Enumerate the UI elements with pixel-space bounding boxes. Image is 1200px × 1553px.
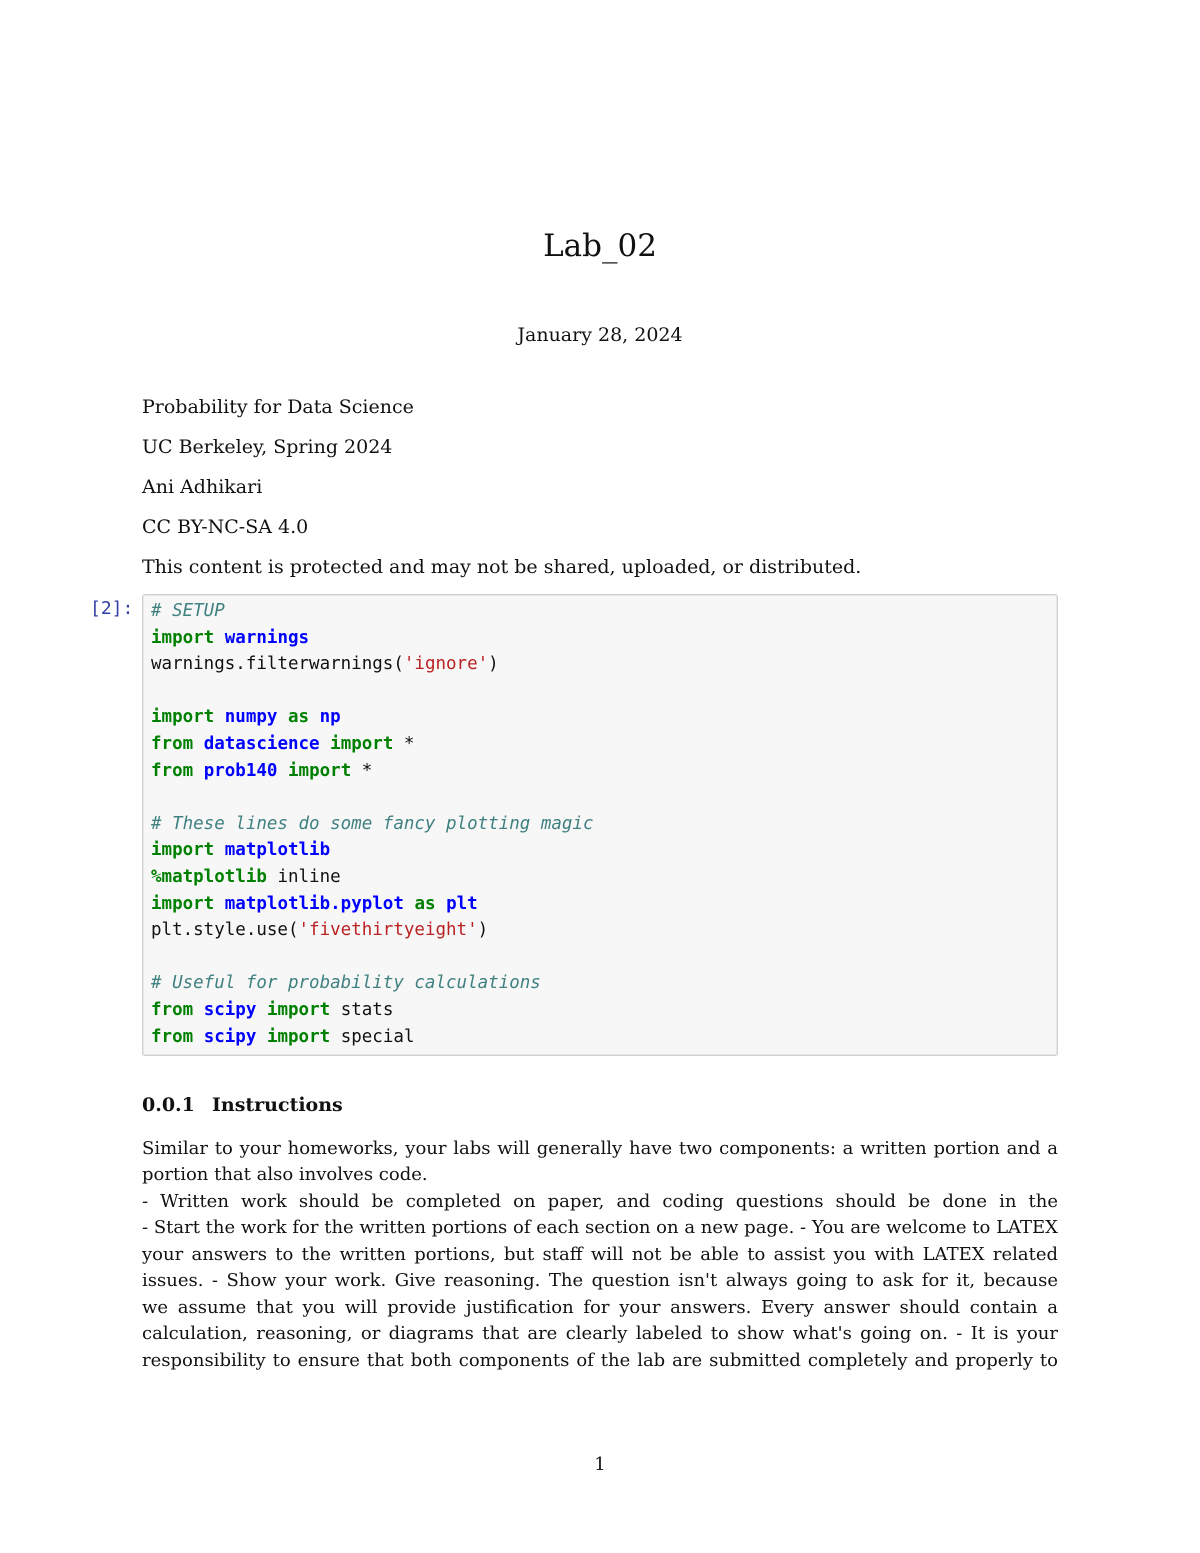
- code-line: [151, 1024, 414, 1050]
- code-token: from: [151, 760, 194, 781]
- code-token: [404, 894, 415, 914]
- code-token: [277, 761, 288, 781]
- code-token: [193, 761, 204, 781]
- paragraph-line: Similar to your homeworks, your labs will generally have two components: a written portion and a: [142, 1138, 1058, 1159]
- cell-prompt: [2]:: [90, 598, 134, 619]
- section-number: 0.0.1: [142, 1094, 195, 1116]
- code-token: import: [151, 627, 215, 648]
- document-title: Lab_02: [543, 228, 657, 264]
- paragraph-line: calculation, reasoning, or diagrams that are clearly labeled to show what's going on. - It is your: [142, 1323, 1058, 1344]
- author: Ani Adhikari: [142, 476, 263, 498]
- code-line: [151, 731, 414, 757]
- code-line: [151, 704, 341, 730]
- section-heading: [142, 1094, 343, 1116]
- code-token: [277, 707, 288, 727]
- code-token: import: [151, 893, 215, 914]
- code-token: [436, 894, 447, 914]
- code-token: [256, 1027, 267, 1047]
- code-token: ): [488, 654, 499, 675]
- code-cell[interactable]: [142, 594, 1058, 1056]
- code-token: # Useful for probability calculations: [151, 973, 541, 994]
- paragraph-line: - Written work should be completed on paper, and coding questions should be done in the: [142, 1191, 1058, 1212]
- code-token: import: [151, 707, 215, 728]
- paragraph-line: issues. - Show your work. Give reasoning. The question isn't always going to ask for it, because: [142, 1270, 1058, 1291]
- code-token: import: [151, 840, 215, 861]
- code-token: from: [151, 1026, 194, 1047]
- code-line: [151, 891, 478, 917]
- code-token: numpy: [224, 707, 278, 728]
- code-token: inline: [266, 867, 341, 887]
- code-token: [193, 1000, 204, 1020]
- code-line: [151, 625, 309, 651]
- code-line: [151, 864, 341, 890]
- code-token: plt.style.use(: [151, 920, 299, 941]
- code-token: scipy: [203, 1000, 257, 1020]
- code-token: from: [151, 734, 194, 754]
- code-token: 'ignore': [403, 654, 489, 675]
- page-number: 1: [594, 1454, 606, 1475]
- code-line: [151, 598, 225, 624]
- copyright-notice: This content is protected and may not be shared, uploaded, or distributed.: [142, 556, 862, 578]
- code-line: [151, 997, 393, 1023]
- code-token: prob140: [203, 760, 278, 781]
- code-token: [214, 894, 225, 914]
- code-token: *: [351, 760, 373, 781]
- code-token: import: [330, 734, 394, 754]
- code-token: # These lines do some fancy plotting magic: [151, 813, 594, 834]
- license: CC BY-NC-SA 4.0: [142, 516, 309, 538]
- institution-term: UC Berkeley, Spring 2024: [142, 436, 393, 458]
- code-token: import: [266, 1026, 331, 1047]
- code-token: matplotlib.pyplot: [224, 893, 404, 914]
- code-token: warnings: [224, 627, 310, 648]
- code-token: special: [330, 1026, 415, 1047]
- code-token: [214, 628, 225, 648]
- code-token: stats: [330, 1000, 394, 1020]
- code-token: [320, 734, 331, 754]
- code-token: from: [151, 1000, 194, 1020]
- code-line: [151, 758, 372, 784]
- code-token: [309, 707, 320, 727]
- code-line: [151, 811, 594, 837]
- code-token: %matplotlib: [151, 867, 267, 887]
- paragraph-line: responsibility to ensure that both components of the lab are submitted completely and properly to: [142, 1350, 1058, 1371]
- code-line: [151, 970, 541, 996]
- course-name: Probability for Data Science: [142, 396, 414, 418]
- code-token: [256, 1000, 267, 1020]
- code-token: plt: [446, 893, 478, 914]
- code-line: [151, 837, 330, 863]
- code-token: 'fivethirtyeight': [298, 920, 478, 941]
- section-title: Instructions: [212, 1094, 343, 1116]
- code-token: *: [393, 734, 415, 754]
- code-token: as: [288, 707, 310, 728]
- paragraph-line: your answers to the written portions, but staff will not be able to assist you with LATEX related: [142, 1244, 1058, 1265]
- code-line: [151, 917, 488, 943]
- code-token: [214, 840, 225, 860]
- code-token: as: [414, 893, 436, 914]
- code-token: [193, 1027, 204, 1047]
- code-token: np: [319, 707, 341, 728]
- code-token: import: [288, 760, 352, 781]
- code-token: datascience: [203, 734, 320, 754]
- paragraph-line: - Start the work for the written portions of each section on a new page. - You are welcome to LATEX: [142, 1217, 1058, 1238]
- code-token: warnings.filterwarnings(: [151, 654, 404, 675]
- code-token: scipy: [203, 1026, 257, 1047]
- code-token: ): [477, 920, 489, 941]
- paragraph-line: we assume that you will provide justification for your answers. Every answer should contain a: [142, 1297, 1058, 1318]
- paragraph-line: portion that also involves code.: [142, 1164, 428, 1185]
- code-token: import: [266, 1000, 331, 1020]
- code-token: matplotlib: [224, 840, 331, 861]
- document-date: January 28, 2024: [517, 324, 683, 346]
- code-token: [214, 707, 225, 727]
- code-line: [151, 651, 499, 677]
- code-token: # SETUP: [151, 601, 225, 621]
- code-token: [193, 734, 204, 754]
